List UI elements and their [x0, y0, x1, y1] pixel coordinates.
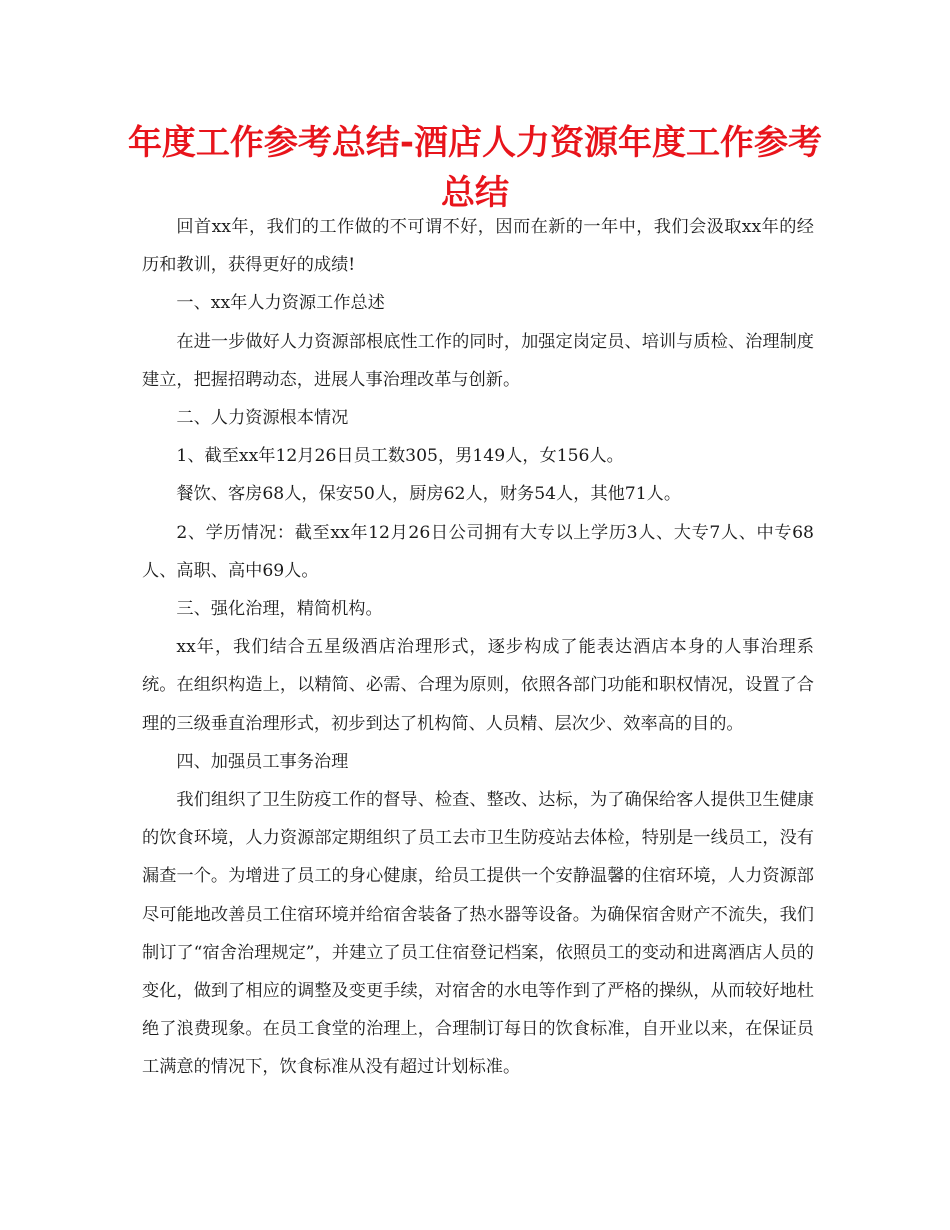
paragraph-department-counts: 餐饮、客房68人，保安50人，厨房62人，财务54人，其他71人。 — [176, 484, 682, 505]
heading-section-2: 二、人力资源根本情况 — [176, 408, 349, 429]
paragraph-section-1: 在进一步做好人力资源部根底性工作的同时，加强定岗定员、培训与质检、治理制度建立，把握招聘动态，进展人事治理改革与创新。 — [142, 331, 814, 390]
paragraph-section-4: 我们组织了卫生防疫工作的督导、检查、整改、达标，为了确保给客人提供卫生健康的饮食环境，人力资源部定期组织了员工去市卫生防疫站去体检，特别是一线员工，没有漏查一个。为增进了员工的身心健康，给员工提供一个安静温馨的住宿环境，人力资源部尽可能地改善员工住宿环境并给宿舍装备了热水器等设备。为确保宿舍财产不流失，我们制订了“宿舍治理规定”，并建立了员工住宿登记档案，依照员工的变动和进离酒店人员的变化，做到了相应的调整及变更手续，对宿舍的水电等作到了严格的操纵，从而较好地杜绝了浪费现象。在员工食堂的治理上，合理制订每日的饮食标准，自开业以来，在保证员工满意的情况下，饮食标准从没有超过计划标准。 — [142, 790, 814, 1078]
document-body — [142, 208, 814, 1087]
heading-section-3: 三、强化治理，精简机构。 — [176, 599, 383, 620]
heading-section-4: 四、加强员工事务治理 — [176, 751, 349, 772]
paragraph-section-3: xx年，我们结合五星级酒店治理形式，逐步构成了能表达酒店本身的人事治理系统。在组织构造上，以精简、必需、合理为原则，依照各部门功能和职权情况，设置了合理的三级垂直治理形式，初步到达了机构简、人员精、层次少、效率高的目的。 — [142, 637, 814, 734]
paragraph-education: 2、学历情况：截至xx年12月26日公司拥有大专以上学历3人、大专7人、中专68人、高职、高中69人。 — [142, 522, 814, 581]
heading-section-1: 一、xx年人力资源工作总述 — [176, 293, 385, 314]
document-title: 年度工作参考总结-酒店人力资源年度工作参考总结 — [127, 123, 823, 213]
paragraph-intro: 回首xx年，我们的工作做的不可谓不好，因而在新的一年中，我们会汲取xx年的经历和教训，获得更好的成绩! — [142, 217, 814, 276]
paragraph-headcount: 1、截至xx年12月26日员工数305，男149人，女156人。 — [176, 446, 624, 467]
